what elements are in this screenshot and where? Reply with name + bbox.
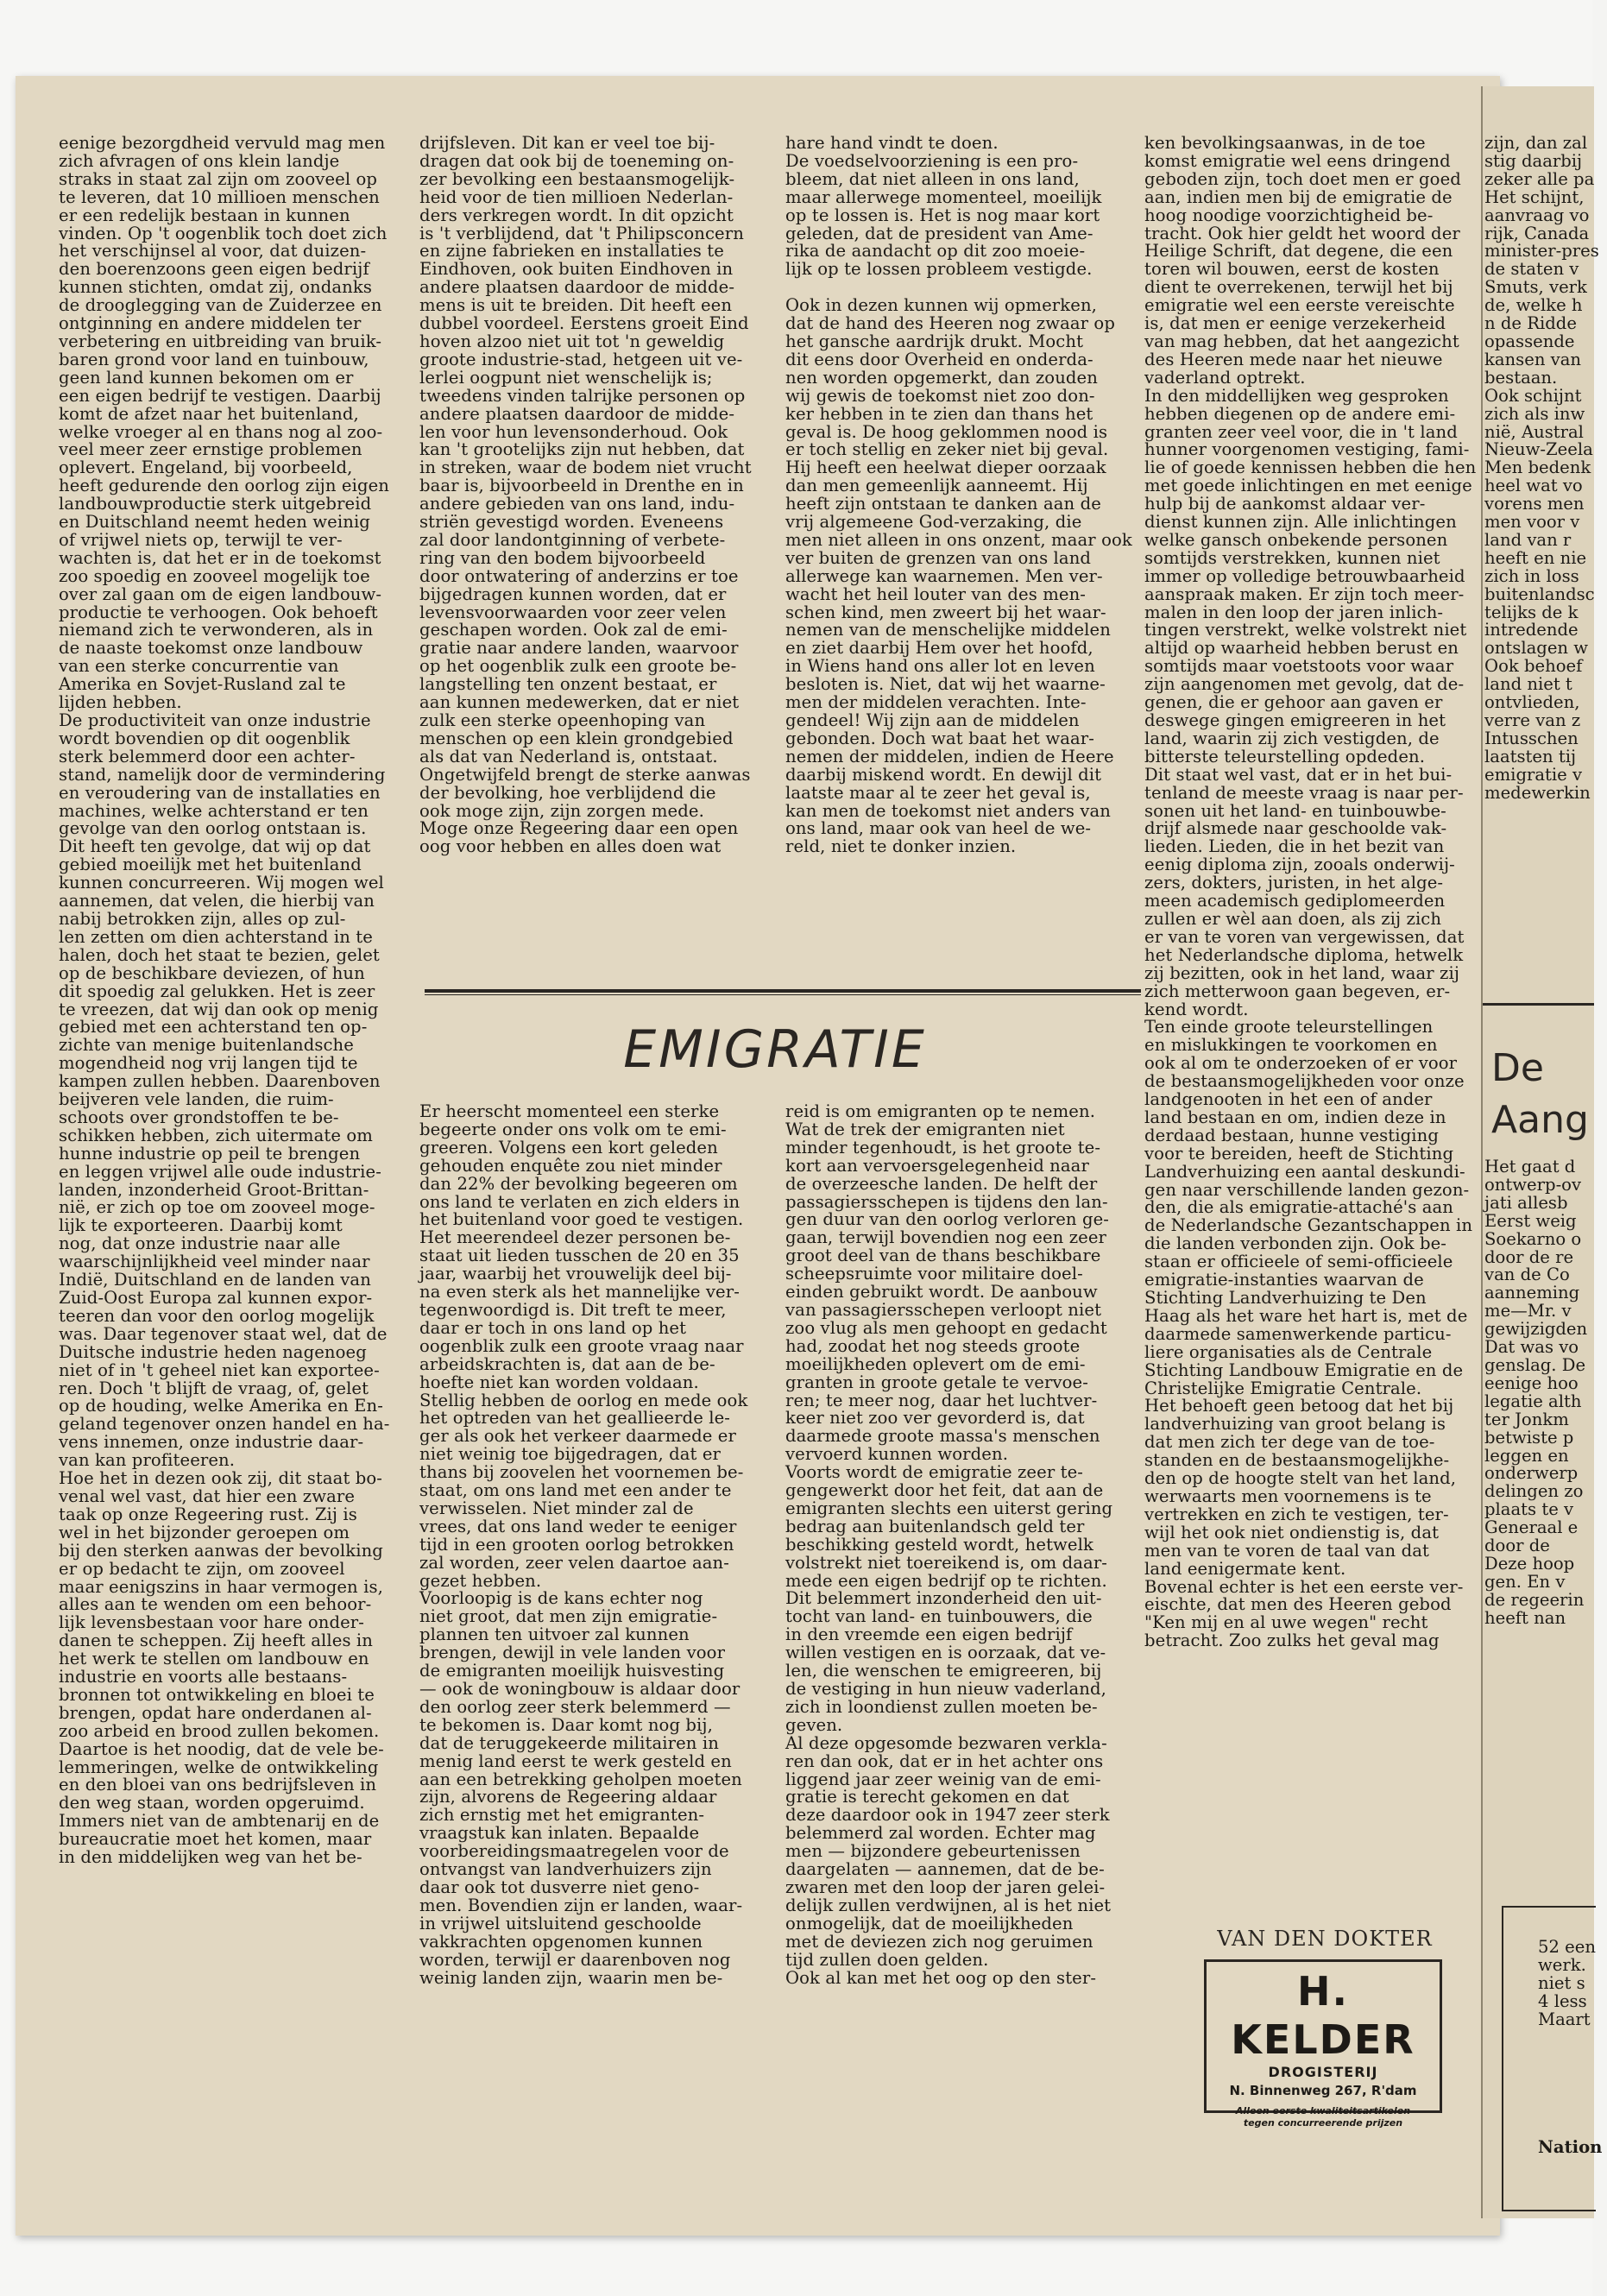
ad-box — [1204, 1959, 1442, 2129]
ad-brand: H. KELDER — [1231, 1968, 1415, 2063]
kelder-advertisement — [1195, 1927, 1454, 2137]
section-divider-thin — [425, 994, 1141, 995]
newspaper-page — [16, 76, 1500, 2236]
adjacent-box — [1502, 1906, 1603, 2211]
emigratie-column-1: Er heerscht momenteel een sterke begeerte onder ons volk om te emi- greeren. Volgens een kort geleden gehouden enquête zou niet minder dan 22% der bevolking begeeren om ons land te verlaten en zich elders in het buitenland voor goed te vestigen. Het meerendeel dezer personen be- staat uit lieden tusschen de 20 en 35 jaar, waarbij het vrouwelijk deel bij- na even sterk als het mannelijke ver- tegenwoordigd is. Dit treft te meer, daar er toch in ons land op het oogenblik zulk een groote vraag naar arbeidskrachten is, dat aan de be- hoefte niet kan worden voldaan. Stellig hebben de oorlog en mede ook het optreden van het geallieerde le- ger als ook het verkeer daarmede er niet weinig toe bijgedragen, dat er thans bij zoovelen het voornemen be- staat, om ons land met een ander te verwisselen. Niet minder zal de vrees, dat ons land weder te eeniger tijd in een grooten oorlog betrokken zal worden, zeer velen daartoe aan- gezet hebben. Voorloopig is de kans echter nog niet groot, dat men zijn emigratie- plannen ten uitvoer zal kunnen brengen, dewijl in vele landen voor de emigranten moeilijk huisvesting — ook de woningbouw is aldaar door den oorlog zeer sterk belemmerd — te bekomen is. Daar komt nog bij, dat de teruggekeerde militairen in menig land eerst te werk gesteld en aan een betrekking geholpen moeten zijn, alvorens de Regeering aldaar zich ernstig met het emigranten- vraagstuk kan inlaten. Bepaalde voorbereidingsmaatregelen voor de ontvangst van landverhuizers zijn daar ook tot dusverre niet geno- men. Bovendien zijn er landen, waar- in vrijwel uitsluitend geschoolde vakkrachten opgenomen kunnen worden, terwijl er daarenboven nog weinig landen zijn, waarin men be- — [419, 1101, 748, 1988]
adjacent-bottom-text: Nation — [1538, 2137, 1603, 2157]
adjacent-headline-1: De — [1491, 1046, 1544, 1090]
ad-header: VAN DEN DOKTER — [1217, 1927, 1433, 1951]
emigratie-headline: EMIGRATIE — [623, 1019, 927, 1080]
section-divider — [425, 989, 1141, 993]
ad-subtitle: DROGISTERIJ — [1268, 2064, 1378, 2080]
ad-tagline-line1: Alleen eerste kwaliteitsartikelen — [1235, 2105, 1411, 2116]
adjacent-column-top: zijn, dan zal stig daarbij zeker alle pa Het schijnt, aanvraag vo rijk, Canada minister-pres de staten v Smuts, verk de, welke h n de Ridde opassende kansen van bestaan. Ook schijnt zich als inw nië, Austral Nieuw-Zeela Men bedenk heel wat vo vorens men men voor v land van r heeft en nie zich in loss buitenlandsc telijks de k intredende ontslagen w Ook behoef land niet t ontvlieden, verre van z Intusschen laatsten tij emigratie v medewerkin — [1484, 133, 1599, 803]
ad-tagline — [1210, 2105, 1436, 2129]
adjacent-headline-2: Aang — [1491, 1098, 1589, 1142]
adjacent-box-text: 52 een werk. niet s 4 less Maart — [1538, 1937, 1596, 2029]
article-column-2: drijfsleven. Dit kan er veel toe bij- dragen dat ook bij de toeneming on- zer bevolking een bestaansmogelijk- heid voor de tien millioen Nederlan- ders verkregen wordt. In dit opzicht is 't verblijdend, dat 't Philipsconcern en zijne fabrieken en installaties te Eindhoven, ook buiten Eindhoven in andere plaatsen daardoor de midde- mens is uit te breiden. Dit heeft een dubbel voordeel. Eerstens groeit Eind hoven alzoo niet uit tot 'n geweldig groote industrie-stad, hetgeen uit ve- lerlei oogpunt niet wenschelijk is; tweedens vinden talrijke personen op andere plaatsen daardoor de midde- len voor hun levensonderhoud. Ook kan 't grootelijks zijn nut hebben, dat in streken, waar de bodem niet vrucht baar is, bijvoorbeeld in Drenthe en in andere gebieden van ons land, indu- striën gevestigd worden. Eveneens zal door landontginning of verbete- ring van den bodem bijvoorbeeld door ontwatering of anderzins er toe bijgedragen kunnen worden, dat er levensvoorwaarden voor zeer velen geschapen worden. Ook zal de emi- gratie naar andere landen, waarvoor op het oogenblik zulk een groote be- langstelling ten onzent bestaat, er aan kunnen medewerken, dat er niet zulk een sterke opeenhoping van menschen op een klein grondgebied als dat van Nederland is, ontstaat. Ongetwijfeld brengt de sterke aanwas der bevolking, hoe verblijdend die ook moge zijn, zijn zorgen mede. Moge onze Regeering daar een open oog voor hebben en alles doen wat — [419, 133, 752, 857]
emigratie-column-2: reid is om emigranten op te nemen. Wat de trek der emigranten niet minder tegenhoudt, is het groote te- kort aan vervoersgelegenheid naar de overzeesche landen. De helft der passagiersschepen is tijdens den lan- gen duur van den oorlog verloren ge- gaan, terwijl bovendien nog een zeer groot deel van de thans beschikbare scheepsruimte voor militaire doel- einden gebruikt wordt. De aanbouw van passagiersschepen verloopt niet zoo vlug als men gehoopt en gedacht had, zoodat het nog steeds groote moeilijkheden oplevert om de emi- granten in groote getale te vervoe- ren; te meer nog, daar het luchtver- keer niet zoo ver gevorderd is, dat daarmede groote massa's menschen vervoerd kunnen worden. Voorts wordt de emigratie zeer te- gengewerkt door het feit, dat aan de emigranten slechts een uiterst gering bedrag aan buitenlandsch geld ter beschikking gesteld wordt, hetwelk volstrekt niet toereikend is, om daar- mede een eigen bedrijf op te richten. Dit belemmert inzonderheid den uit- tocht van land- en tuinbouwers, die in den vreemde een eigen bedrijf willen vestigen en is oorzaak, dat ve- len, die wenschen te emigreeren, bij de vestiging in hun nieuw vaderland, zich in loondienst zullen moeten be- geven. Al deze opgesomde bezwaren verkla- ren dan ook, dat er in het achter ons liggend jaar zeer weinig van de emi- gratie is terecht gekomen en dat deze daardoor ook in 1947 zeer sterk belemmerd zal worden. Echter mag men — bijzondere gebeurtenissen daargelaten — aannemen, dat de be- zwaren met den loop der jaren gelei- delijk zullen verdwijnen, al is het niet onmogelijk, dat de moeilijkheden met de deviezen zich nog geruimen tijd zullen doen gelden. Ook al kan met het oog op den ster- — [785, 1101, 1113, 1988]
adjacent-divider — [1483, 1003, 1594, 1006]
article-column-1: eenige bezorgdheid vervuld mag men zich afvragen of ons klein landje straks in staat zal zijn om zooveel op te leveren, dat 10 millioen menschen er een redelijk bestaan in kunnen vinden. Op 't oogenblik toch doet zich het verschijnsel al voor, dat duizen- den boerenzoons geen eigen bedrijf kunnen stichten, omdat zij, ondanks de drooglegging van de Zuiderzee en ontginning en andere middelen ter verbetering en uitbreiding van bruik- baren grond voor land en tuinbouw, geen land kunnen bekomen om er een eigen bedrijf te vestigen. Daarbij komt de afzet naar het buitenland, welke vroeger al en thans nog al zoo- veel meer zeer ernstige problemen oplevert. Engeland, bij voorbeeld, heeft gedurende den oorlog zijn eigen landbouwproductie sterk uitgebreid en Duitschland neemt heden weinig of vrijwel niets op, terwijl te ver- wachten is, dat het er in de toekomst zoo spoedig en zooveel mogelijk toe over zal gaan om de eigen landbouw- productie te verhoogen. Ook behoeft niemand zich te verwonderen, als in de naaste toekomst onze landbouw van een sterke concurrentie van Amerika en Sovjet-Rusland zal te lijden hebben. De productiviteit van onze industrie wordt bovendien op dit oogenblik sterk belemmerd door een achter- stand, namelijk door de vermindering en veroudering van de installaties en machines, welke achterstand er ten gevolge van den oorlog ontstaan is. Dit heeft ten gevolge, dat wij op dat gebied moeilijk met het buitenland kunnen concurreeren. Wij mogen wel aannemen, dat velen, die hierbij van nabij betrokken zijn, alles op zul- len zetten om dien achterstand in te halen, doch het staat te bezien, gelet op de beschikbare deviezen, of hun dit spoedig zal gelukken. Het is zeer te vreezen, dat wij dan ook op menig gebied met een achterstand ten op- zichte van menige buitenlandsche mogendheid nog vrij langen tijd te kampen zullen hebben. Daarenboven beijveren vele landen, die ruim- schoots over grondstoffen te be- schikken hebben, zich uitermate om hunne industrie op peil te brengen en leggen vrijwel alle oude industrie- landen, inzonderheid Groot-Brittan- nië, er zich op toe om zooveel moge- lijk te exporteeren. Daarbij komt nog, dat onze industrie naar alle waarschijnlijkheid veel minder naar Indië, Duitschland en de landen van Zuid-Oost Europa zal kunnen expor- teeren dan voor den oorlog mogelijk was. Daar tegenover staat wel, dat de Duitsche industrie heden nagenoeg niet of in 't geheel niet kan exportee- ren. Doch 't blijft de vraag, of, gelet op de houding, welke Amerika en En- geland tegenover onzen handel en ha- vens innemen, onze industrie daar- van kan profiteeren. Hoe het in dezen ook zij, dit staat bo- venal wel vast, dat hier een zware taak op onze Regeering rust. Zij is wel in het bijzonder geroepen om bij den sterken aanwas der bevolking er op bedacht te zijn, om zooveel maar eenigszins in haar vermogen is, alles aan te wenden om een behoor- lijk levensbestaan voor hare onder- danen te scheppen. Zij heeft alles in het werk te stellen om landbouw en industrie en voorts alle bestaans- bronnen tot ontwikkeling en bloei te brengen, opdat hare onderdanen al- zoo arbeid en brood zullen bekomen. Daartoe is het noodig, dat de vele be- lemmeringen, welke de ontwikkeling en den bloei van ons bedrijfsleven in den weg staan, worden opgeruimd. Immers niet van de ambtenarij en de bureaucratie moet het komen, maar in den middelijken weg van het be- — [59, 133, 390, 1868]
ad-address: N. Binnenweg 267, R'dam — [1229, 2083, 1417, 2098]
article-column-3: hare hand vindt te doen. De voedselvoorziening is een pro- bleem, dat niet alleen in ons land, maar allerwege momenteel, moeilijk op te lossen is. Het is nog maar kort geleden, dat de president van Ame- rika de aandacht op dit zoo moeie- lijk op te lossen probleem vestigde. Ook in dezen kunnen wij opmerken, dat de hand des Heeren nog zwaar op het gansche aardrijk drukt. Mocht dit eens door Overheid en onderda- nen worden opgemerkt, dan zouden wij gewis de toekomst niet zoo don- ker hebben in te zien dan thans het geval is. De hoog geklommen nood is er toch stellig en zeker niet bij geval. Hij heeft een heelwat dieper oorzaak dan men gemeenlijk aanneemt. Hij heeft zijn ontstaan te danken aan de vrij algemeene God-verzaking, die men niet alleen in ons onzent, maar ook ver buiten de grenzen van ons land allerwege kan waarnemen. Men ver- wacht het heil louter van des men- schen kind, men zweert bij het waar- nemen van de menschelijke middelen en ziet daarbij Hem over het hoofd, in Wiens hand ons aller lot en leven besloten is. Niet, dat wij het waarne- men der middelen verachten. Inte- gendeel! Wij zijn aan de middelen gebonden. Doch wat baat het waar- nemen der middelen, indien de Heere daarbij miskend wordt. En dewijl dit laatste maar al te zeer het geval is, kan men de toekomst niet anders van ons land, maar ook van heel de we- reld, niet te donker inzien. — [785, 133, 1132, 857]
ad-tagline-line2: tegen concurreerende prijzen — [1243, 2117, 1403, 2129]
adjacent-page — [1481, 86, 1603, 2218]
adjacent-column-mid: Het gaat d ontwerp-ov jati allesb Eerst weig Soekarno o door de re van de Co aanneming me—Mr. v gewijzigden Dat was vo genslag. De eenige hoo legatie alth ter Jonkm betwiste p leggen en onderwerp delingen zo plaats te v Generaal e door de Deze hoop gen. En v de regeerin heeft nan — [1484, 1157, 1588, 1628]
article-column-4: ken bevolkingsaanwas, in de toe komst emigratie wel eens dringend geboden zijn, toch doet men er goed aan, indien men bij de emigratie de hoog noodige voorzichtigheid be- tracht. Ook hier geldt het woord der Heilige Schrift, dat degene, die een toren wil bouwen, eerst de kosten dient te overrekenen, terwijl het bij emigratie wel een eerste vereischte is, dat men er eenige verzekerheid van mag hebben, dat het aangezicht des Heeren mede naar het nieuwe vaderland optrekt. In den middellijken weg gesproken hebben diegenen op de andere emi- granten zeer veel voor, die in 't land hunner voorgenomen vestiging, fami- lie of goede kennissen hebben die hen met goede inlichtingen en met eenige hulp bij de aankomst aldaar ver- dienst kunnen zijn. Alle inlichtingen welke gansch onbekende personen somtijds verstrekken, kunnen niet immer op volledige betrouwbaarheid aanspraak maken. Er zijn toch meer- malen in den loop der jaren inlich- tingen verstrekt, welke volstrekt niet altijd op waarheid hebben berust en somtijds maar voetstoots voor waar zijn aangenomen met gevolg, dat de- genen, die er gehoor aan gaven er deswege gingen emigreeren in het land, waarin zij zich vestigden, de bitterste teleurstelling opdeden. Dit staat wel vast, dat er in het bui- tenland de meeste vraag is naar per- sonen uit het land- en tuinbouwbe- drijf alsmede naar geschoolde vak- lieden. Lieden, die in het bezit van eenig diploma zijn, zooals onderwij- zers, dokters, juristen, in het alge- meen academisch gediplomeerden zullen er wèl aan doen, als zij zich er van te voren van vergewissen, dat het Nederlandsche diploma, hetwelk zij bezitten, ook in het land, waar zij zich metterwoon gaan begeven, er- kend wordt. Ten einde groote teleurstellingen en mislukkingen te voorkomen en ook al om te onderzoeken of er voor de bestaansmogelijkheden voor onze landgenooten in het een of ander land bestaan en om, indien deze in derdaad bestaan, hunne vestiging voor te bereiden, heeft de Stichting Landverhuizing een aantal deskundi- gen naar verschillende landen gezon- den, die als emigratie-attaché's aan de Nederlandsche Gezantschappen in die landen verbonden zijn. Ook be- staan er officieele of semi-officieele emigratie-instanties waarvan de Stichting Landverhuizing te Den Haag als het ware het hart is, met de daarmede samenwerkende particu- liere organisaties als de Centrale Stichting Landbouw Emigratie en de Christelijke Emigratie Centrale. Het behoeft geen betoog dat het bij landverhuizing van groot belang is dat men zich ter dege van de toe- standen en de bestaansmogelijkhe- den op de hoogte stelt van het land, werwaarts men voornemens is te vertrekken en zich te vestigen, ter- wijl het ook niet ondienstig is, dat men van te voren de taal van dat land eenigermate kent. Bovenal echter is het een eerste ver- eischte, dat men des Heeren gebod "Ken mij en al uwe wegen" recht betracht. Zoo zulks het geval mag — [1144, 133, 1477, 1651]
